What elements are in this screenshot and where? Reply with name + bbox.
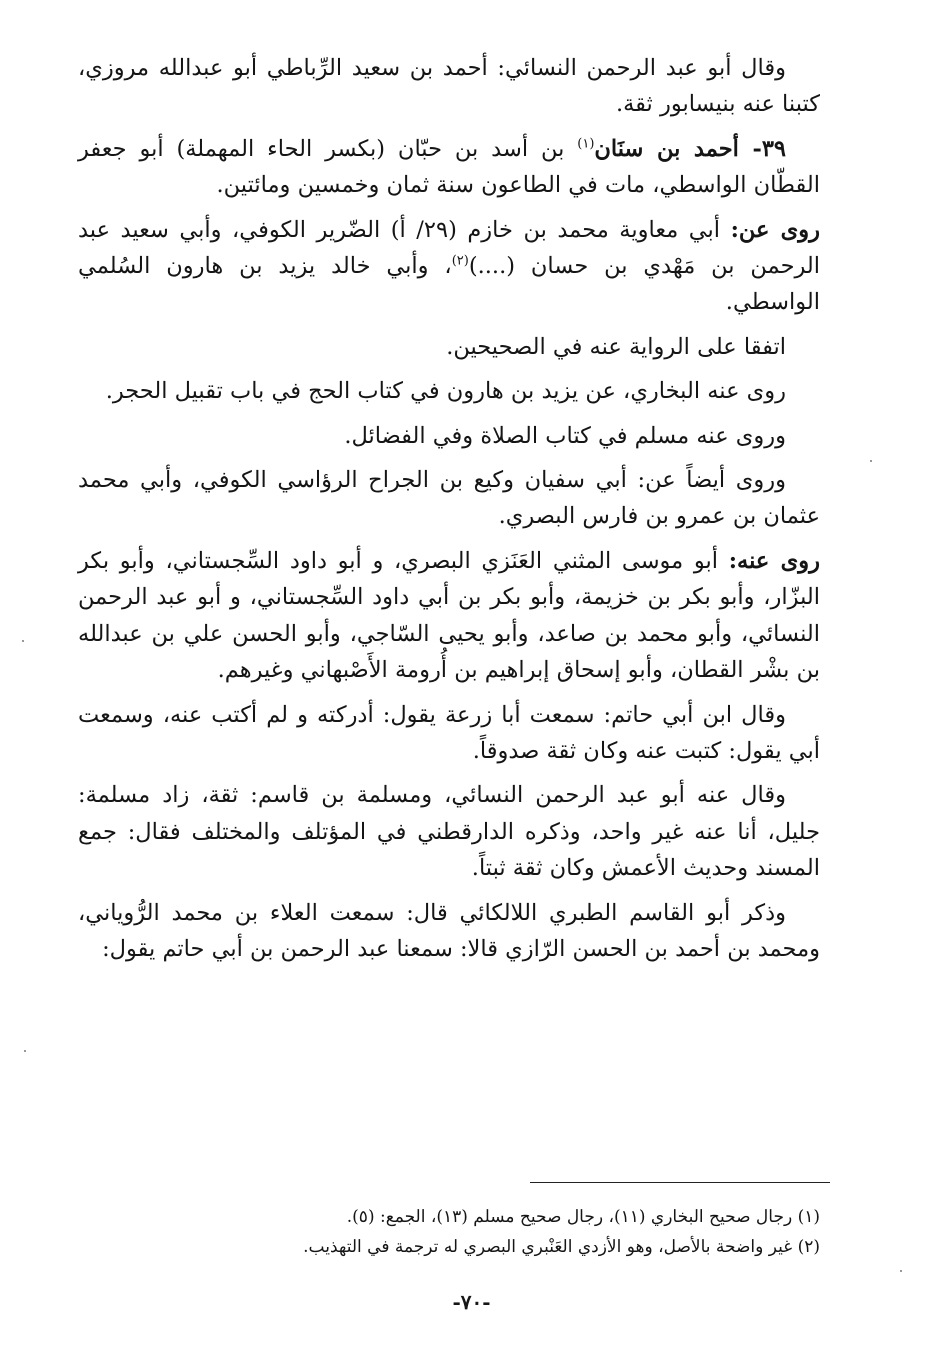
paragraph-text: وقال ابن أبي حاتم: سمعت أبا زرعة يقول: أدركته و لم أكتب عنه، وسمعت أبي يقول: كتبت عنه وكان ثقة صدوقاً. [78,701,820,764]
paragraph-nasai-note [78,50,820,123]
page-number: -٧٠- [452,1290,491,1314]
entry-39-title: ٣٩- أحمد بن سنَان [594,135,786,162]
paragraph-text: وقال عنه أبو عبد الرحمن النسائي، ومسلمة بن قاسم: ثقة، زاد مسلمة: جليل، أنا عنه غير واحد، وذكره الدارقطني في المؤتلف والمختلف فقال: جمع المسند وحديث الأعمش وكان ثقة ثبتاً. [78,782,820,882]
paragraph-text: أبو موسى المثني العَنَزي البصري، و أبو داود السِّجستاني، وأبو بكر البزّار، وأبو بكر بن خزيمة، وأبو بكر بن أبي داود السِّجستاني، و أبو عبد الرحمن النسائي، وأبو محمد بن صاعد، وأبو يحيى السّاجي، وأبو الحسن علي بن عبدالله بن بشْر القطان، وأبو إسحاق إبراهيم بن أُرومة الأَصْبهاني وغيرهم. [78,547,820,684]
paragraph-ibn-abi-hatim [78,697,820,770]
paragraph-text: اتفقا على الرواية عنه في الصحيحين. [446,333,786,360]
narrated-by-label: روى عنه: [728,547,820,574]
narrated-from-label: روى عن: [730,216,820,243]
footnote-1 [200,1202,820,1232]
footnote-2 [200,1232,820,1262]
speck [24,1050,26,1052]
speck [22,640,24,642]
paragraph-bukhari [78,373,820,409]
paragraph-text: بن أسد بن حبّان (بكسر الحاء المهملة) أبو جعفر القطّان الواسطي، مات في الطاعون سنة ثمان وخمسين ومائتين. [78,135,820,199]
narrated-by-paragraph [78,543,820,689]
paragraph-text: وذكر أبو القاسم الطبري اللالكائي قال: سمعت العلاء بن محمد الرُّوياني، ومحمد بن أحمد بن الحسن الرّازي قالا: سمعنا عبد الرحمن بن أبي حاتم يقول: [78,899,820,962]
footnote-number: (٢) [797,1237,820,1257]
narrated-from-paragraph [78,212,820,321]
paragraph-lalakai [78,895,820,968]
footnote-number: (١) [797,1207,820,1227]
paragraph-nasai-maslama [78,777,820,886]
entry-39-heading-paragraph [78,131,820,204]
paragraph-text-continued: ، وأبي خالد يزيد بن هارون السُلمي الواسطي. [78,253,820,316]
paragraph-text: وروى عنه مسلم في كتاب الصلاة وفي الفضائل. [344,422,786,449]
paragraph-muslim [78,418,820,454]
speck [900,1270,902,1272]
paragraph-text: أبي معاوية محمد بن خازم (٢٩/ أ) الضّرير الكوفي، وأبي سعيد عبد الرحمن بن مَهْدي بن حسان (....) [78,216,820,280]
paragraph-agreement [78,329,820,365]
footnote-text: رجال صحيح البخاري (١١)، رجال صحيح مسلم (١٣)، الجمع: (٥). [346,1207,793,1227]
speck [870,460,872,462]
footnote-ref-1: (١) [577,136,595,152]
footnote-separator [530,1182,830,1183]
footnotes-block [200,1202,820,1262]
paragraph-text: وروى أيضاً عن: أبي سفيان وكيع بن الجراح الرؤاسي الكوفي، وأبي محمد عثمان بن عمرو بن فارس البصري. [78,467,820,530]
paragraph-also-narrated [78,462,820,535]
footnote-ref-2: (٢) [451,253,469,269]
paragraph-text: وقال أبو عبد الرحمن النسائي: أحمد بن سعيد الرِّباطي أبو عبدالله مروزي، كتبنا عنه بنيسابور ثقة. [78,55,820,118]
main-text-block [78,50,820,975]
paragraph-text: روى عنه البخاري، عن يزيد بن هارون في كتاب الحج في باب تقبيل الحجر. [105,378,786,405]
footnote-text: غير واضحة بالأصل، وهو الأزدي العَنْبري البصري له ترجمة في التهذيب. [303,1237,793,1257]
